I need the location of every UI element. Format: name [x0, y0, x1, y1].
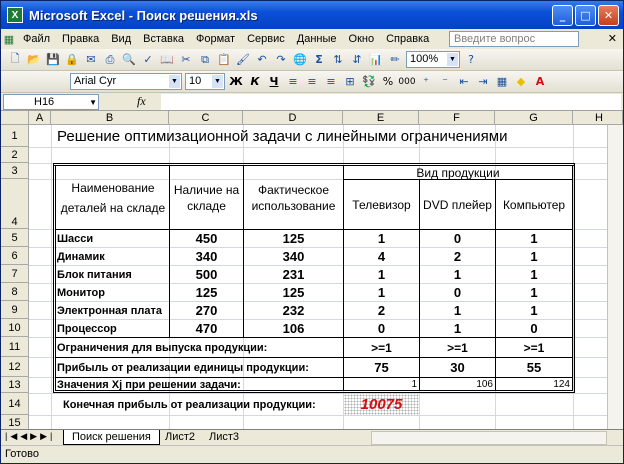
email-icon[interactable]: ✉: [86, 53, 96, 66]
row-header-1[interactable]: 1: [1, 125, 29, 147]
menu-help[interactable]: Справка: [386, 33, 430, 45]
increase-decimal-icon[interactable]: ⁺: [423, 75, 429, 88]
borders-icon[interactable]: ▦: [496, 75, 508, 88]
row-header-14[interactable]: 14: [1, 393, 29, 415]
sort-desc-icon[interactable]: ⇵: [352, 53, 362, 66]
minimize-button[interactable]: _: [552, 5, 573, 26]
tab-sheet3[interactable]: Лист3: [209, 431, 240, 443]
part-name[interactable]: Монитор: [57, 286, 105, 299]
part-stock[interactable]: 450: [195, 231, 218, 246]
window-title: Microsoft Excel - Поиск решения.xls: [29, 7, 258, 23]
total-profit-label[interactable]: Конечная прибыль от реализации продукции:: [63, 398, 316, 411]
formula-input[interactable]: [161, 94, 621, 110]
fx-icon[interactable]: fx: [137, 94, 146, 108]
increase-indent-icon[interactable]: ⇥: [478, 75, 488, 88]
part-tv[interactable]: 2: [377, 303, 386, 318]
row-header-8[interactable]: 8: [1, 283, 29, 301]
header-pc[interactable]: Компьютер: [502, 197, 566, 212]
close-button[interactable]: ✕: [598, 5, 619, 26]
doc-close-icon[interactable]: ✕: [607, 33, 617, 45]
font-size-select[interactable]: 10 ▼: [185, 73, 225, 90]
formula-bar: [1, 93, 623, 111]
menu-edit[interactable]: Правка: [62, 33, 100, 45]
part-tv[interactable]: 0: [377, 321, 386, 336]
constraint-pc[interactable]: >=1: [523, 340, 545, 355]
part-stock[interactable]: 500: [195, 267, 218, 282]
menu-format[interactable]: Формат: [196, 33, 236, 45]
percent-button[interactable]: %: [382, 75, 394, 88]
profit-tv[interactable]: 75: [374, 360, 389, 375]
name-box[interactable]: H16 ▼: [3, 94, 99, 110]
part-stock[interactable]: 340: [195, 249, 218, 264]
spelling-icon[interactable]: ✓: [143, 53, 153, 66]
part-dvd[interactable]: 1: [453, 267, 462, 282]
xj-tv[interactable]: 1: [411, 379, 417, 390]
currency-icon[interactable]: 💱: [362, 75, 376, 88]
zoom-value: 100%: [410, 53, 439, 65]
underline-button[interactable]: Ч: [269, 75, 279, 88]
menu-file[interactable]: Файл: [23, 33, 51, 45]
bold-button[interactable]: Ж: [229, 75, 243, 88]
paste-icon[interactable]: 📋: [217, 53, 231, 66]
sort-asc-icon[interactable]: ⇅: [333, 53, 343, 66]
header-actual-use[interactable]: Фактическое использование: [251, 182, 336, 213]
menu-insert[interactable]: Вставка: [143, 33, 185, 45]
zoom-select[interactable]: 100% ▼: [406, 51, 460, 68]
help-icon[interactable]: ?: [468, 53, 474, 66]
row-header-3[interactable]: 3: [1, 163, 29, 179]
open-icon[interactable]: 📂: [27, 53, 41, 66]
font-color-icon[interactable]: A: [535, 75, 545, 88]
header-dvd[interactable]: DVD плейер: [423, 197, 492, 212]
total-profit-value[interactable]: 10075: [344, 394, 419, 415]
chart-wizard-icon[interactable]: 📊: [369, 53, 383, 66]
col-header-d[interactable]: D: [243, 111, 343, 125]
header-products[interactable]: Вид продукции: [416, 166, 500, 179]
font-name-select[interactable]: Arial Cyr ▼: [70, 73, 182, 90]
tab-sheet2[interactable]: Лист2: [165, 431, 196, 443]
part-stock[interactable]: 470: [195, 321, 218, 336]
permission-icon[interactable]: 🔒: [65, 53, 79, 66]
row-header-5[interactable]: 5: [1, 229, 29, 247]
header-tv[interactable]: Телевизор: [352, 197, 411, 212]
menu-window[interactable]: Окно: [348, 33, 375, 45]
col-header-h[interactable]: H: [573, 111, 623, 125]
redo-icon[interactable]: ↷: [276, 53, 286, 66]
part-used[interactable]: 106: [282, 321, 305, 336]
part-name[interactable]: Шасси: [57, 232, 94, 245]
row-header-13[interactable]: 13: [1, 377, 29, 393]
font-name-value: Arial Cyr: [74, 75, 117, 87]
standard-toolbar: [1, 49, 623, 71]
part-tv[interactable]: 4: [377, 249, 386, 264]
part-pc[interactable]: 1: [530, 231, 538, 246]
row-header-11[interactable]: 11: [1, 337, 29, 357]
part-name[interactable]: Электронная плата: [57, 304, 162, 317]
header-stock[interactable]: Наличие на складе: [173, 182, 240, 213]
row-header-7[interactable]: 7: [1, 265, 29, 283]
name-box-value: H16: [34, 95, 55, 108]
part-dvd[interactable]: 0: [453, 231, 462, 246]
align-center-icon[interactable]: ≡: [307, 75, 317, 88]
sheet-title[interactable]: Решение оптимизационной задачи с линейными ограничениями: [57, 127, 508, 145]
italic-button[interactable]: К: [250, 75, 260, 88]
part-dvd[interactable]: 0: [453, 285, 462, 300]
spreadsheet-grid[interactable]: [1, 111, 623, 429]
cut-icon[interactable]: ✂: [181, 53, 191, 66]
constraints-label[interactable]: Ограничения для выпуска продукции:: [57, 341, 268, 354]
row-header-10[interactable]: 10: [1, 319, 29, 337]
col-header-e[interactable]: E: [343, 111, 419, 125]
tab-solver[interactable]: Поиск решения: [63, 430, 160, 445]
col-header-b[interactable]: B: [51, 111, 169, 125]
row-header-4[interactable]: 4: [1, 179, 29, 229]
part-stock[interactable]: 270: [195, 303, 218, 318]
formatting-toolbar: [1, 71, 623, 93]
copy-icon[interactable]: ⧉: [201, 52, 209, 66]
col-header-g[interactable]: G: [495, 111, 573, 125]
constraint-tv[interactable]: >=1: [371, 340, 392, 355]
decrease-indent-icon[interactable]: ⇤: [459, 75, 469, 88]
print-icon[interactable]: ⎙: [105, 52, 115, 66]
header-parts[interactable]: Наименование деталей на складе: [60, 180, 166, 215]
autosum-icon[interactable]: Σ: [315, 53, 323, 66]
maximize-button[interactable]: □: [575, 5, 596, 26]
part-pc[interactable]: 1: [530, 303, 538, 318]
part-used[interactable]: 231: [282, 267, 305, 282]
hyperlink-icon[interactable]: 🌐: [293, 53, 307, 66]
excel-app-icon: X: [7, 7, 23, 23]
title-bar: [1, 1, 623, 29]
sheet-tabs-bar: [1, 429, 623, 445]
xj-dvd[interactable]: 106: [476, 379, 493, 390]
part-pc[interactable]: 1: [530, 285, 538, 300]
part-tv[interactable]: 1: [377, 267, 386, 282]
fill-color-icon[interactable]: ◆: [516, 75, 526, 88]
part-used[interactable]: 125: [282, 231, 305, 246]
part-name[interactable]: Динамик: [57, 250, 105, 263]
menu-bar: [1, 29, 623, 49]
row-header-2[interactable]: 2: [1, 147, 29, 163]
profit-label[interactable]: Прибыль от реализации единицы продукции:: [57, 361, 309, 374]
xj-pc[interactable]: 124: [553, 379, 570, 390]
tab-nav-arrows-icon[interactable]: |◀◀▶▶|: [5, 431, 56, 441]
part-used[interactable]: 125: [282, 285, 305, 300]
drawing-icon[interactable]: ✏: [390, 53, 400, 66]
help-question-input[interactable]: Введите вопрос: [449, 31, 579, 47]
part-dvd[interactable]: 1: [453, 321, 462, 336]
excel-doc-icon[interactable]: ▦: [3, 33, 15, 46]
constraint-dvd[interactable]: >=1: [447, 340, 468, 355]
col-header-a[interactable]: A: [29, 111, 51, 125]
part-pc[interactable]: 1: [530, 249, 538, 264]
part-stock[interactable]: 125: [195, 285, 218, 300]
row-header-9[interactable]: 9: [1, 301, 29, 319]
xj-label[interactable]: Значения Xj при решении задачи:: [57, 378, 241, 391]
col-header-f[interactable]: F: [419, 111, 495, 125]
part-pc[interactable]: 1: [530, 267, 538, 282]
undo-icon[interactable]: ↶: [257, 53, 267, 66]
part-dvd[interactable]: 2: [453, 249, 462, 264]
font-size-value: 10: [189, 75, 202, 87]
save-icon[interactable]: 💾: [46, 53, 60, 66]
profit-dvd[interactable]: 30: [450, 360, 465, 375]
part-dvd[interactable]: 1: [453, 303, 462, 318]
research-icon[interactable]: 📖: [160, 53, 174, 66]
row-header-15[interactable]: 15: [1, 415, 29, 429]
part-used[interactable]: 340: [282, 249, 305, 264]
part-pc[interactable]: 0: [530, 321, 538, 336]
select-all-corner[interactable]: [1, 111, 29, 125]
profit-pc[interactable]: 55: [526, 360, 542, 375]
row-header-6[interactable]: 6: [1, 247, 29, 265]
part-tv[interactable]: 1: [377, 231, 386, 246]
merge-center-icon[interactable]: ⊞: [345, 75, 355, 88]
format-painter-icon[interactable]: 🖌: [236, 53, 250, 66]
align-right-icon[interactable]: ≡: [326, 75, 336, 88]
menu-view[interactable]: Вид: [111, 33, 132, 45]
thousands-button[interactable]: 000: [398, 76, 416, 87]
align-left-icon[interactable]: ≡: [288, 75, 298, 88]
part-name[interactable]: Блок питания: [57, 268, 132, 281]
row-header-12[interactable]: 12: [1, 357, 29, 377]
horizontal-scrollbar[interactable]: [371, 431, 607, 445]
print-preview-icon[interactable]: 🔍: [122, 53, 136, 66]
part-name[interactable]: Процессор: [57, 322, 117, 335]
part-used[interactable]: 232: [282, 303, 305, 318]
decrease-decimal-icon[interactable]: ⁻: [442, 75, 448, 88]
vertical-scrollbar[interactable]: [607, 125, 623, 429]
col-header-c[interactable]: C: [169, 111, 243, 125]
menu-data[interactable]: Данные: [296, 33, 337, 45]
status-bar: Готово: [1, 445, 623, 463]
new-icon[interactable]: 🗋: [10, 52, 20, 65]
part-tv[interactable]: 1: [377, 285, 386, 300]
menu-tools[interactable]: Сервис: [247, 33, 285, 45]
